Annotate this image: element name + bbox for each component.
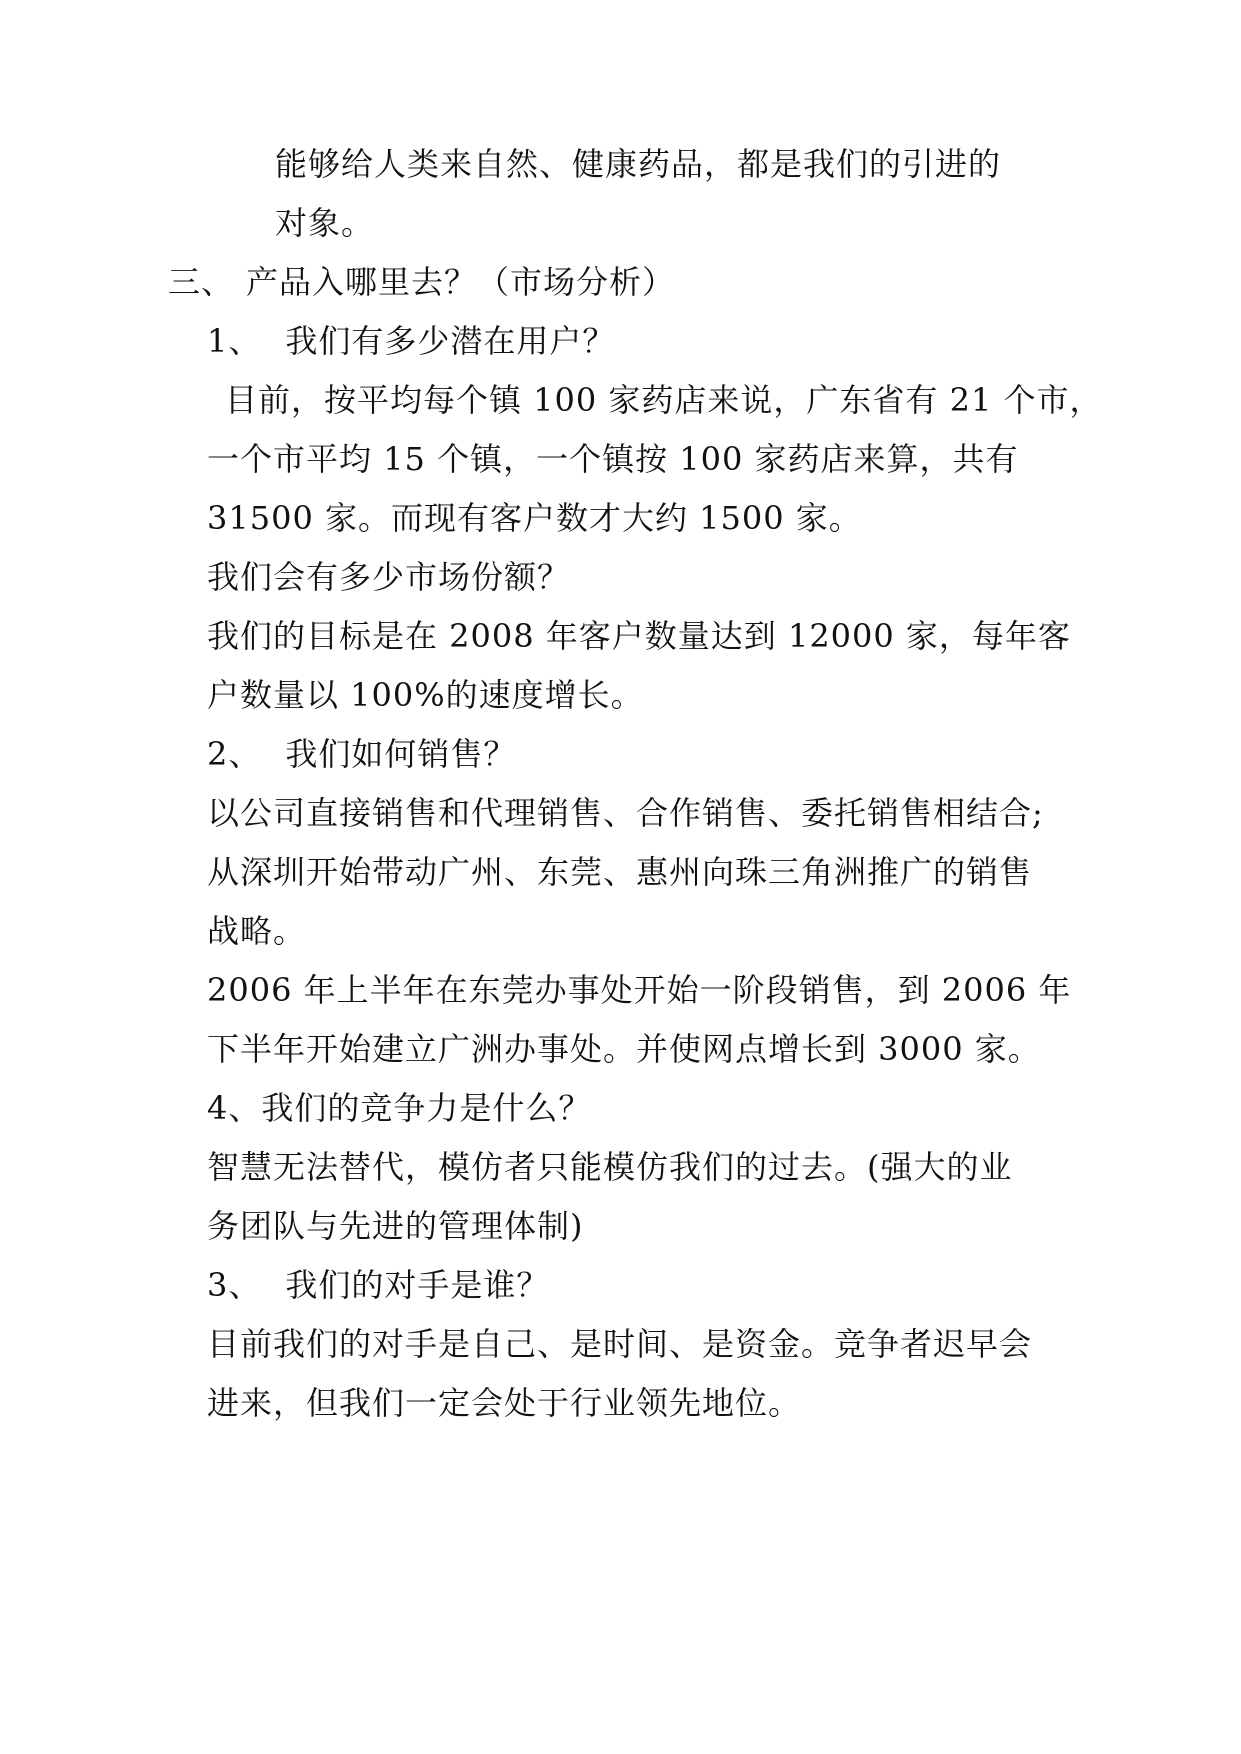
paragraph-line: 务团队与先进的管理体制) (207, 1207, 584, 1245)
paragraph-line: 智慧无法替代，模仿者只能模仿我们的过去。(强大的业 (207, 1148, 1013, 1186)
paragraph-line: 从深圳开始带动广州、东莞、惠州向珠三角洲推广的销售 (207, 853, 1033, 891)
paragraph-line: 战略。 (207, 912, 307, 950)
paragraph-line: 我们会有多少市场份额？ (207, 558, 571, 596)
section-title: 产品入哪里去？（市场分析） (246, 263, 676, 301)
paragraph-line: 我们的目标是在 2008 年客户数量达到 12000 家，每年客 (207, 617, 1071, 655)
paragraph-line: 能够给人类来自然、健康药品，都是我们的引进的 (275, 145, 1002, 183)
question-text: 我们的对手是谁？ (285, 1266, 550, 1304)
paragraph-line: 31500 家。而现有客户数才大约 1500 家。 (207, 499, 862, 537)
paragraph-line: 目前我们的对手是自己、是时间、是资金。竞争者迟早会 (207, 1325, 1033, 1363)
question-number: 3、 (207, 1266, 262, 1304)
paragraph-line: 以公司直接销售和代理销售、合作销售、委托销售相结合; (207, 794, 1044, 832)
paragraph-line: 进来，但我们一定会处于行业领先地位。 (207, 1384, 802, 1422)
question-heading (207, 734, 516, 774)
paragraph-line: 一个市平均 15 个镇，一个镇按 100 家药店来算，共有 (207, 440, 1019, 478)
paragraph-line: 下半年开始建立广洲办事处。并使网点增长到 3000 家。 (207, 1030, 1041, 1068)
question-heading: 4、我们的竞争力是什么？ (207, 1089, 592, 1127)
section-heading (168, 262, 675, 302)
question-heading (207, 1265, 549, 1305)
paragraph-line: 对象。 (275, 204, 375, 242)
question-text: 我们有多少潜在用户？ (285, 322, 616, 360)
paragraph-line: 2006 年上半年在东莞办事处开始一阶段销售，到 2006 年 (207, 971, 1072, 1009)
question-text: 我们如何销售？ (285, 735, 517, 773)
question-number: 1、 (207, 322, 262, 360)
question-heading (207, 321, 615, 361)
question-number: 2、 (207, 735, 262, 773)
paragraph-line: 户数量以 100%的速度增长。 (207, 676, 644, 714)
paragraph-line: 目前，按平均每个镇 100 家药店来说，广东省有 21 个市， (225, 381, 1103, 419)
section-number: 三、 (168, 263, 235, 301)
